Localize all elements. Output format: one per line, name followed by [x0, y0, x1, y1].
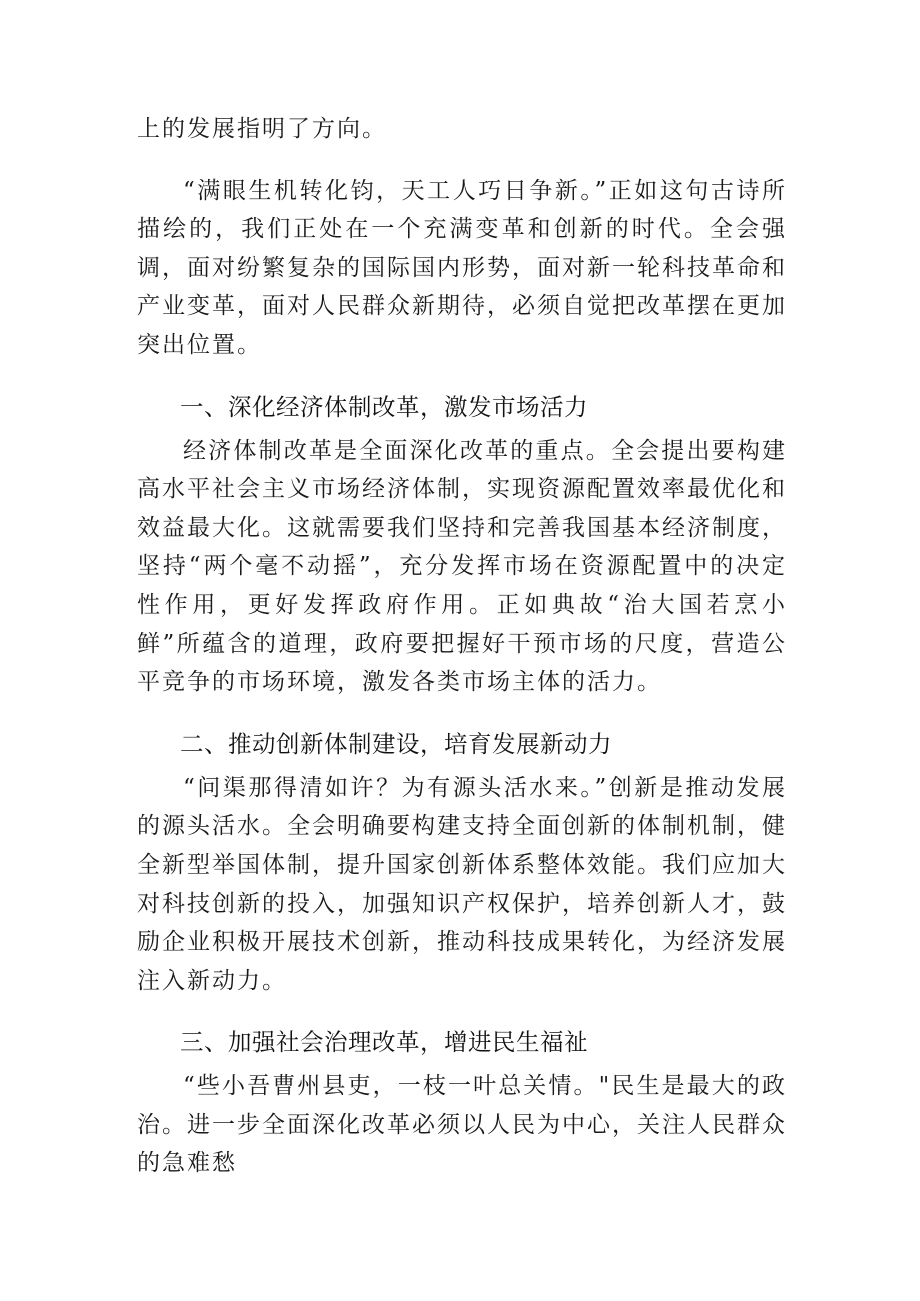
paragraph-intro: “满眼生机转化钧，天工人巧日争新。”正如这句古诗所描绘的，我们正处在一个充满变革和创新的时代。全会强调，面对纷繁复杂的国际国内形势，面对新一轮科技革命和产业变革，面对人民群众新期待，必须自觉把改革摆在更加突出位置。	[137, 177, 787, 358]
paragraph-section-1: 经济体制改革是全面深化改革的重点。全会提出要构建高水平社会主义市场经济体制，实现资源配置效率最优化和效益最大化。这就需要我们坚持和完善我国基本经济制度，坚持“两个毫不动摇”，充分发挥市场在资源配置中的决定性作用，更好发挥政府作用。正如典故“治大国若烹小鲜”所蕴含的道理，政府要把握好干预市场的尺度，营造公平竞争的市场环境，激发各类市场主体的活力。	[137, 437, 787, 696]
paragraph-section-3: “些小吾曹州县吏，一枝一叶总关情。"民生是最大的政治。进一步全面深化改革必须以人民为中心，关注人民群众的急难愁	[137, 1073, 787, 1177]
paragraph-continuation: 上的发展指明了方向。	[137, 116, 387, 142]
section-heading-1: 一、深化经济体制改革，激发市场活力	[180, 392, 588, 421]
section-heading-2: 二、推动创新体制建设，培育发展新动力	[180, 729, 612, 758]
paragraph-section-2: “问渠那得清如许？为有源头活水来。”创新是推动发展的源头活水。全会明确要构建支持全面创新的体制机制，健全新型举国体制，提升国家创新体系整体效能。我们应加大对科技创新的投入，加强知识产权保护，培养创新人才，鼓励企业积极开展技术创新，推动科技成果转化，为经济发展注入新动力。	[137, 774, 787, 994]
section-heading-3: 三、加强社会治理改革，增进民生福祉	[180, 1028, 588, 1057]
document-body	[137, 110, 787, 1183]
